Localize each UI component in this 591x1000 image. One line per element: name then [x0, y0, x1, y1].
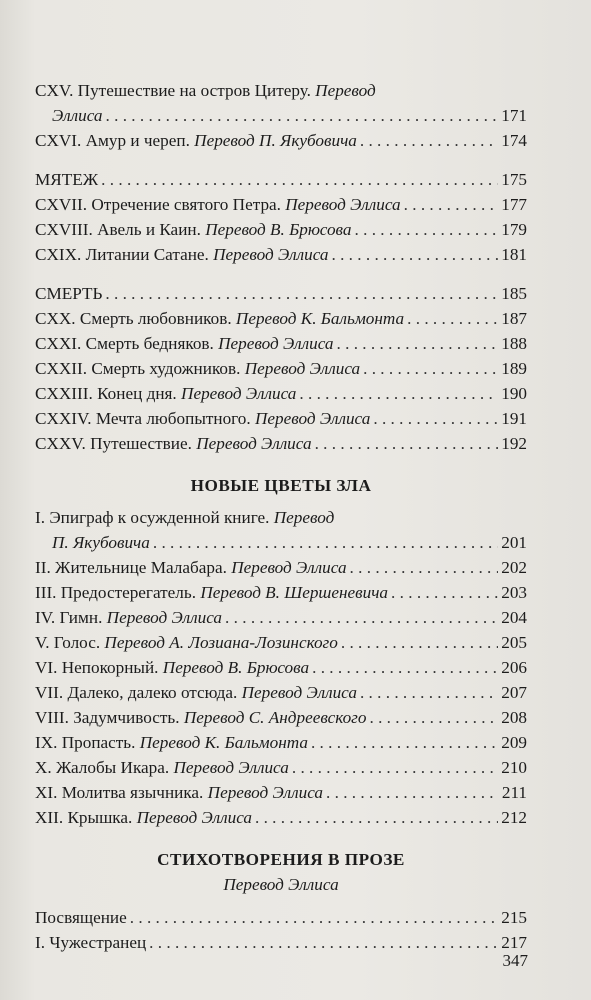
part-heading: [35, 167, 527, 192]
toc-entry: [35, 128, 527, 153]
entry-page: 215: [501, 908, 527, 927]
entry-translator: П. Якубовича: [52, 533, 150, 552]
toc-entry: [35, 655, 527, 680]
toc-entry: [35, 78, 527, 128]
dot-leader: [369, 705, 498, 730]
entry-page: 191: [501, 409, 527, 428]
dot-leader: [312, 655, 498, 680]
entry-page: 190: [501, 384, 527, 403]
entry-translator: Перевод А. Лозиана-Лозинского: [104, 633, 338, 652]
entry-number: CXXII.: [35, 359, 88, 378]
toc-entry: [35, 406, 527, 431]
entry-translator: Перевод: [315, 81, 376, 100]
dot-leader: [355, 217, 499, 242]
entry-number: CXX.: [35, 309, 76, 328]
toc-entry: [35, 306, 527, 331]
entry-number: CXXIV.: [35, 409, 92, 428]
part-heading: [35, 281, 527, 306]
entry-page: 185: [501, 284, 527, 303]
entry-page: 188: [501, 334, 527, 353]
toc-entry: [35, 630, 527, 655]
toc-entry: [35, 356, 527, 381]
entry-page: 206: [501, 658, 527, 677]
entry-page: 209: [501, 733, 527, 752]
dot-leader: [153, 530, 498, 555]
toc-entry: [35, 580, 527, 605]
dot-leader: [373, 406, 498, 431]
toc-entry: [35, 555, 527, 580]
entry-number: CXVIII.: [35, 220, 93, 239]
entry-translator: Перевод С. Андреевского: [183, 708, 367, 727]
entry-title: Отречение святого Петра.: [91, 195, 281, 214]
entry-title: Эпиграф к осужденной книге.: [49, 508, 270, 527]
entry-translator: Перевод Эллиса: [136, 808, 252, 827]
entry-number: CXXIII.: [35, 384, 93, 403]
toc-entry: [35, 805, 527, 830]
entry-title: Пропасть.: [61, 733, 136, 752]
dot-leader: [360, 128, 498, 153]
dot-leader: [391, 580, 498, 605]
part-title: СМЕРТЬ: [35, 284, 103, 303]
entry-number: XII.: [35, 808, 64, 827]
entry-translator: Эллиса: [52, 106, 103, 125]
dot-leader: [404, 192, 499, 217]
entry-title: Гимн.: [59, 608, 103, 627]
section-heading: СТИХОТВОРЕНИЯ В ПРОЗЕ: [157, 850, 405, 869]
entry-page: 201: [501, 533, 527, 552]
entry-title: Посвящение: [35, 908, 127, 927]
entry-translator: Перевод Эллиса: [254, 409, 371, 428]
entry-title: Задумчивость.: [73, 708, 180, 727]
entry-title: Непокорный.: [61, 658, 159, 677]
toc-entry: [35, 381, 527, 406]
dot-leader: [337, 331, 499, 356]
entry-page: 210: [501, 758, 527, 777]
entry-page: 187: [501, 309, 527, 328]
dot-leader: [315, 431, 499, 456]
entry-number: CXXV.: [35, 434, 86, 453]
entry-translator: Перевод Эллиса: [196, 434, 312, 453]
toc-entry: [35, 905, 527, 930]
entry-translator: Перевод Эллиса: [106, 608, 223, 627]
toc-entry: [35, 930, 527, 955]
section-heading: НОВЫЕ ЦВЕТЫ ЗЛА: [190, 476, 372, 495]
entry-number: II.: [35, 558, 51, 577]
section-subheading: Перевод Эллиса: [223, 875, 339, 894]
toc-entry: [35, 505, 527, 555]
entry-number: V.: [35, 633, 50, 652]
entry-title: Путешествие на остров Цитеру.: [77, 81, 311, 100]
entry-translator: Перевод Эллиса: [213, 245, 329, 264]
entry-title: Голос.: [53, 633, 101, 652]
entry-page: 175: [501, 170, 527, 189]
entry-translator: Перевод Эллиса: [181, 384, 297, 403]
entry-number: CXIX.: [35, 245, 82, 264]
dot-leader: [255, 805, 498, 830]
entry-page: 181: [501, 245, 527, 264]
entry-translator: Перевод Эллиса: [173, 758, 289, 777]
entry-title: Жительнице Малабара.: [55, 558, 227, 577]
entry-page: 204: [501, 608, 527, 627]
entry-page: 179: [501, 220, 527, 239]
entry-number: III.: [35, 583, 57, 602]
dot-leader: [149, 930, 498, 955]
dot-leader: [101, 167, 498, 192]
entry-page: 208: [501, 708, 527, 727]
dot-leader: [130, 905, 498, 930]
entry-page: 212: [501, 808, 527, 827]
entry-number: VIII.: [35, 708, 69, 727]
table-of-contents: [35, 78, 527, 955]
entry-translator: Перевод К. Бальмонта: [235, 309, 405, 328]
entry-title: Смерть художников.: [91, 359, 241, 378]
toc-entry: [35, 217, 527, 242]
entry-translator: Перевод: [273, 508, 335, 527]
entry-title: Смерть любовников.: [79, 309, 232, 328]
entry-translator: Перевод Эллиса: [285, 195, 401, 214]
entry-title: Амур и череп.: [85, 131, 190, 150]
page-number: 347: [502, 951, 528, 970]
entry-translator: Перевод Эллиса: [244, 359, 361, 378]
entry-title: Жалобы Икара.: [56, 758, 170, 777]
entry-number: VI.: [35, 658, 58, 677]
entry-translator: Перевод В. Брюсова: [162, 658, 310, 677]
toc-entry: [35, 780, 527, 805]
entry-title: Авель и Каин.: [97, 220, 201, 239]
entry-number: CXVII.: [35, 195, 88, 214]
entry-page: 192: [501, 434, 527, 453]
entry-title: Крышка.: [67, 808, 133, 827]
entry-translator: Перевод П. Якубовича: [194, 131, 357, 150]
entry-title: Смерть бедняков.: [85, 334, 214, 353]
dot-leader: [341, 630, 498, 655]
dot-leader: [225, 605, 498, 630]
entry-translator: Перевод Эллиса: [218, 334, 334, 353]
part-title: МЯТЕЖ: [35, 170, 99, 189]
entry-number: CXXI.: [35, 334, 82, 353]
entry-page: 203: [501, 583, 527, 602]
entry-translator: Перевод Эллиса: [231, 558, 347, 577]
entry-number: I.: [35, 508, 46, 527]
toc-entry: [35, 730, 527, 755]
entry-page: 171: [501, 106, 527, 125]
entry-page: 174: [501, 131, 527, 150]
entry-page: 205: [501, 633, 527, 652]
dot-leader: [105, 281, 498, 306]
entry-title: Литании Сатане.: [85, 245, 209, 264]
entry-number: CXV.: [35, 81, 74, 100]
toc-entry: [35, 331, 527, 356]
entry-number: VII.: [35, 683, 64, 702]
dot-leader: [363, 356, 498, 381]
entry-translator: Перевод Эллиса: [207, 783, 324, 802]
entry-page: 207: [501, 683, 527, 702]
toc-entry: [35, 705, 527, 730]
toc-entry: [35, 242, 527, 267]
toc-entry: [35, 431, 527, 456]
dot-leader: [299, 381, 498, 406]
entry-translator: Перевод Эллиса: [241, 683, 357, 702]
entry-title: Путешествие.: [90, 434, 192, 453]
entry-page: 211: [501, 783, 527, 802]
entry-page: 177: [501, 195, 527, 214]
dot-leader: [407, 306, 498, 331]
entry-page: 189: [501, 359, 527, 378]
entry-number: IV.: [35, 608, 56, 627]
entry-title: Молитва язычника.: [61, 783, 204, 802]
dot-leader: [311, 730, 498, 755]
toc-entry: [35, 680, 527, 705]
entry-number: XI.: [35, 783, 58, 802]
entry-title: I. Чужестранец: [35, 933, 147, 952]
entry-translator: Перевод В. Шершеневича: [200, 583, 389, 602]
dot-leader: [331, 242, 498, 267]
entry-title: Конец дня.: [97, 384, 177, 403]
dot-leader: [326, 780, 499, 805]
toc-entry: [35, 605, 527, 630]
entry-translator: Перевод К. Бальмонта: [139, 733, 308, 752]
entry-number: IX.: [35, 733, 58, 752]
entry-title: Мечта любопытного.: [95, 409, 251, 428]
entry-number: CXVI.: [35, 131, 82, 150]
dot-leader: [360, 680, 498, 705]
dot-leader: [350, 555, 499, 580]
entry-page: 202: [501, 558, 527, 577]
entry-page: 217: [501, 933, 527, 952]
toc-entry: [35, 755, 527, 780]
dot-leader: [106, 103, 499, 128]
entry-number: X.: [35, 758, 52, 777]
dot-leader: [292, 755, 498, 780]
entry-translator: Перевод В. Брюсова: [205, 220, 352, 239]
entry-title: Далеко, далеко отсюда.: [67, 683, 238, 702]
toc-entry: [35, 192, 527, 217]
entry-title: Предостерегатель.: [60, 583, 197, 602]
